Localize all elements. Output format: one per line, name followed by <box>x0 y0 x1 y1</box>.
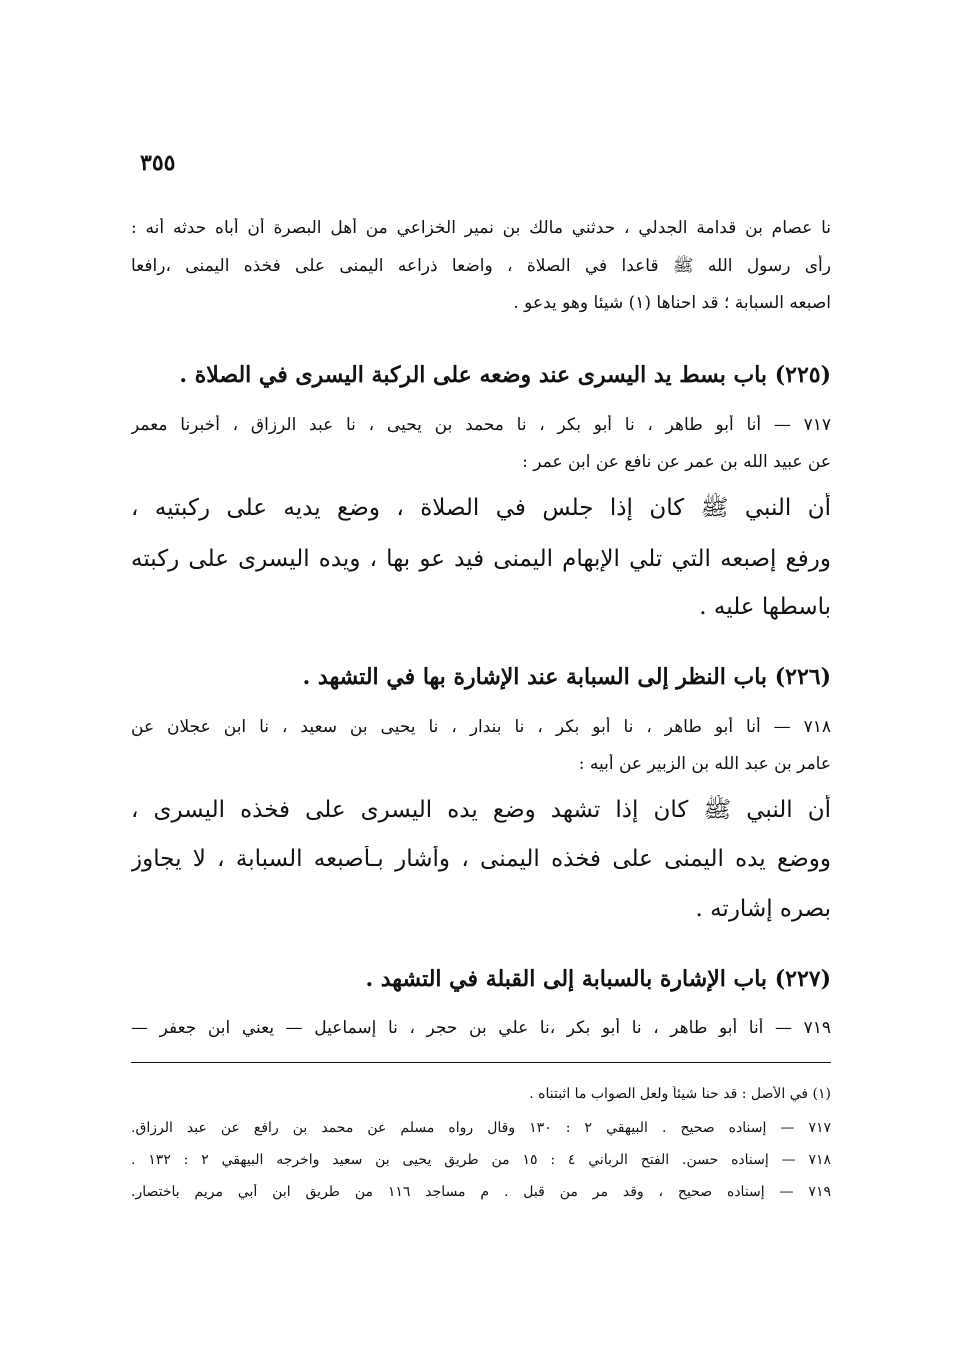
page-number: ٣٥٥ <box>140 150 176 176</box>
isnad-line: ٧١٩ — أنا أبو طاهر ، نا أبو بكر ،نا علي بن حجر ، نا إسماعيل — يعني ابن جعفر — <box>131 1018 831 1038</box>
footnote-divider <box>131 1062 831 1063</box>
matn-line: بصره إشارته . <box>695 896 831 922</box>
matn-line: أن النبي ﷺ كان إذا جلس في الصلاة ، وضع يديه على ركبتيه ، <box>131 495 831 521</box>
section-heading: (٢٢٧) باب الإشارة بالسبابة إلى القبلة في التشهد . <box>365 966 831 992</box>
footnote: ٧١٧ — إسناده صحيح . البيهقي ٢ : ١٣٠ وقال رواه مسلم عن محمد بن رافع عن عبد الرزاق. <box>131 1120 831 1136</box>
intro-line: اصبعه السبابة ؛ قد احناها (١) شيئا وهو يدعو . <box>513 293 831 313</box>
matn-line: أن النبي ﷺ كان إذا تشهد وضع يده اليسرى على فخذه اليسرى ، <box>131 797 831 823</box>
isnad-line: عن عبيد الله بن عمر عن نافع عن ابن عمر : <box>522 452 831 472</box>
isnad-line: ٧١٧ — أنا أبو طاهر ، نا أبو بكر ، نا محمد بن يحيى ، نا عبد الرزاق ، أخبرنا معمر <box>131 415 831 435</box>
section-heading: (٢٢٦) باب النظر إلى السبابة عند الإشارة بها في التشهد . <box>302 664 831 690</box>
footnote: (١) في الأصل : قد حنا شيئاً ولعل الصواب ما اثبتناه . <box>529 1086 831 1102</box>
isnad-line: عامر بن عبد الله بن الزبير عن أبيه : <box>578 754 831 774</box>
section-heading: (٢٢٥) باب بسط يد اليسرى عند وضعه على الركبة اليسرى في الصلاة . <box>179 362 831 388</box>
intro-line: رأى رسول الله ﷺ قاعدا في الصلاة ، واضعا ذراعه اليمنى على فخذه اليمنى ،رافعا <box>131 256 831 276</box>
footnote: ٧١٩ — إسناده صحيح ، وقد مر من قبل . م مساجد ١١٦ من طريق ابن أبي مريم باختصار. <box>131 1184 831 1200</box>
intro-line: نا عصام بن قدامة الجدلي ، حدثني مالك بن نمير الخزاعي من أهل البصرة أن أباه حدثه أنه : <box>131 218 831 238</box>
matn-line: ورفع إصبعه التي تلي الإبهام اليمنى فيد عو بها ، ويده اليسرى على ركبته <box>131 546 831 572</box>
isnad-line: ٧١٨ — أنا أبو طاهر ، نا أبو بكر ، نا بندار ، نا يحيى بن سعيد ، نا ابن عجلان عن <box>131 717 831 737</box>
footnote: ٧١٨ — إسناده حسن. الفتح الرباني ٤ : ١٥ من طريق يحيى بن سعيد واخرجه البيهقي ٢ : ١٣٢ . <box>131 1152 831 1168</box>
matn-line: باسطها عليه . <box>699 594 831 620</box>
matn-line: ووضع يده اليمنى على فخذه اليمنى ، وأشار بـأُصبعه السبابة ، لا يجاوز <box>131 846 831 872</box>
